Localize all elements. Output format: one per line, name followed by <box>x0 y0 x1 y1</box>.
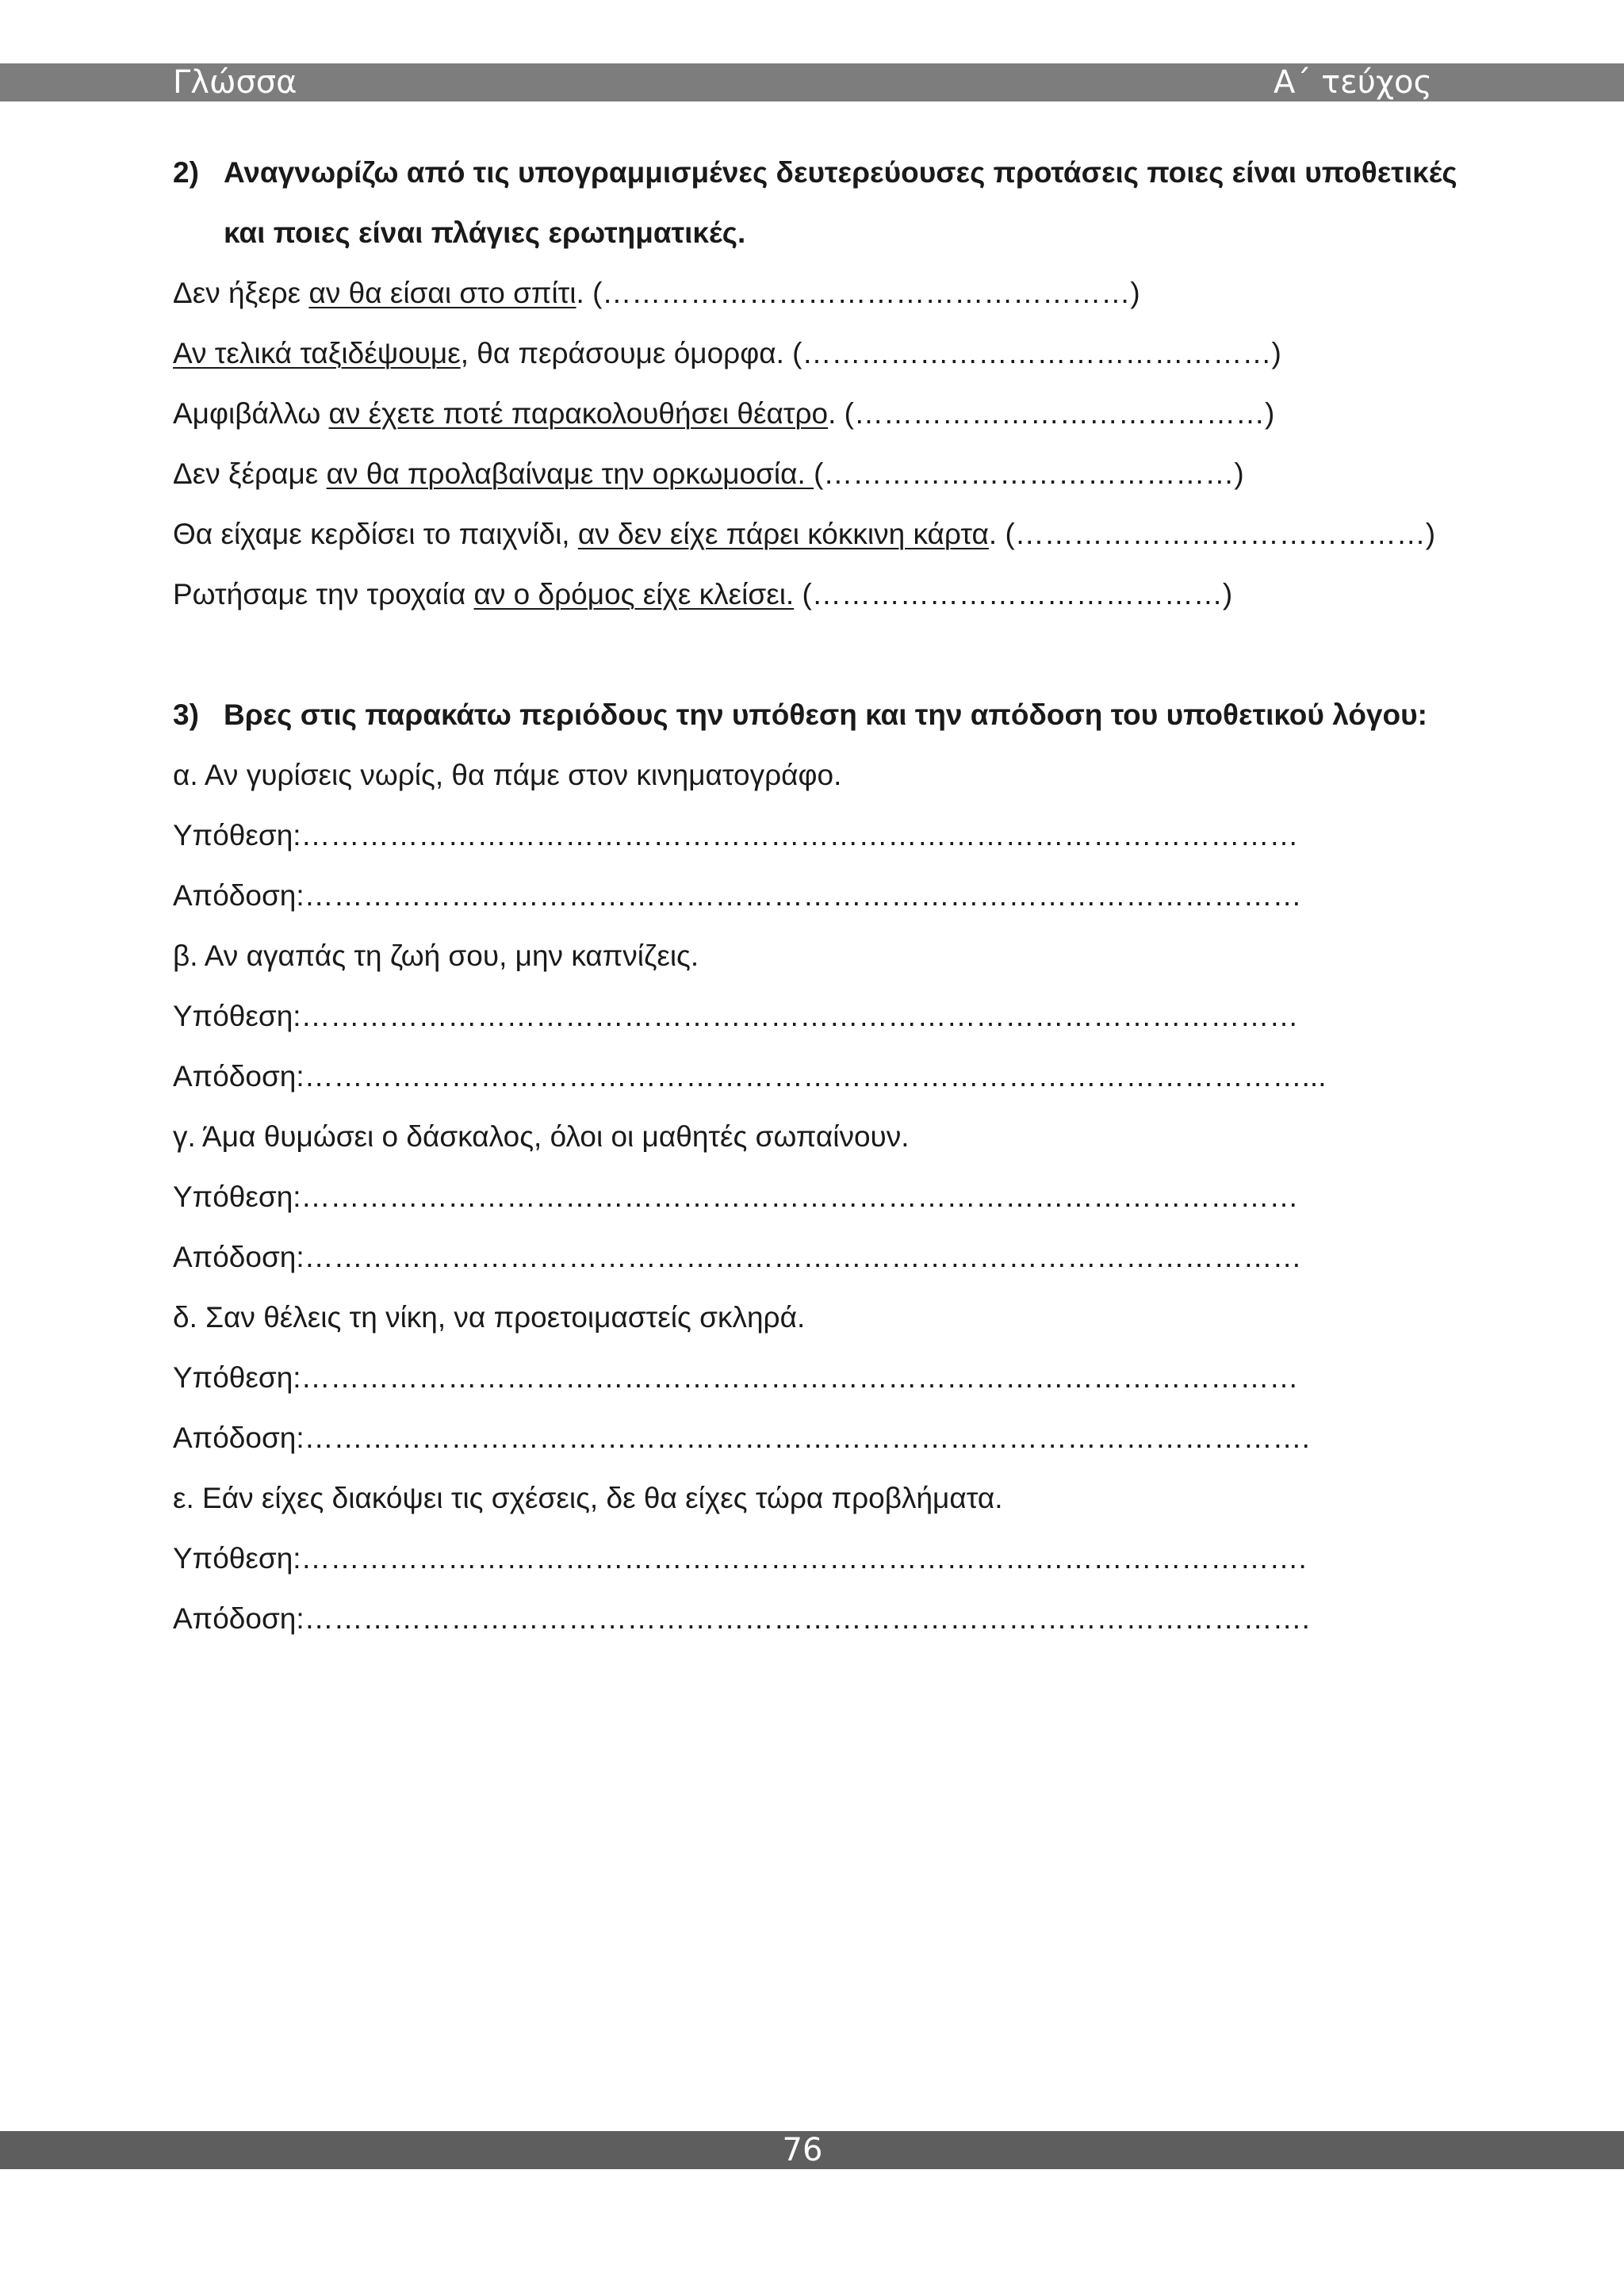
conditional-sentence: δ. Σαν θέλεις τη νίκη, να προετοιμαστείς σκληρά. <box>173 1301 806 1334</box>
page-content <box>173 143 1473 1649</box>
answer-blank: (……………………………………) <box>794 578 1233 610</box>
exercise-2-item <box>173 323 1473 384</box>
conditional-sentence: ε. Εάν είχες διακόψει τις σχέσεις, δε θα είχες τώρα προβλήματα. <box>173 1482 1003 1514</box>
exercise-2-title-line2: και ποιες είναι πλάγιες ερωτηματικές. <box>224 216 746 249</box>
hypothesis-blank: Υπόθεση:………………………………………………………………………………………… <box>173 1361 1299 1394</box>
underlined-clause: αν θα προλαβαίναμε την ορκωμοσία. <box>326 457 814 490</box>
answer-blank: . (……………………………………) <box>988 518 1436 550</box>
answer-blank: . (……………………………………) <box>828 397 1275 430</box>
answer-blank: , θα περάσουμε όμορφα. (…………………………………………) <box>460 337 1281 369</box>
apodosis-blank: Απόδοση:…………………………………………………………………………………………. <box>173 1422 1310 1454</box>
underlined-clause: αν έχετε ποτέ παρακολουθήσει θέατρο <box>328 397 829 430</box>
exercise-2-item <box>173 444 1473 504</box>
answer-blank: (……………………………………) <box>814 457 1244 490</box>
exercise-2-item <box>173 263 1473 323</box>
exercise-2-title-line1: Αναγνωρίζω από τις υπογραμμισμένες δευτερεύουσες προτάσεις ποιες είναι υποθετικές <box>224 156 1457 189</box>
item-text: Ρωτήσαμε την τροχαία <box>173 578 474 610</box>
apodosis-blank: Απόδοση:………………………………………………………………………………………… <box>173 879 1302 912</box>
hypothesis-blank: Υπόθεση:………………………………………………………………………………………… <box>173 1181 1299 1213</box>
exercise-2-item <box>173 384 1473 444</box>
underlined-clause: Αν τελικά ταξιδέψουμε <box>173 337 461 369</box>
item-text: Θα είχαμε κερδίσει το παιχνίδι, <box>173 518 578 550</box>
underlined-clause: αν δεν είχε πάρει κόκκινη κάρτα <box>577 518 989 550</box>
exercise-3-number: 3) <box>173 698 199 731</box>
answer-blank: . (………………………………………………) <box>576 277 1140 309</box>
exercise-3-title: Βρες στις παρακάτω περιόδους την υπόθεση και την απόδοση του υποθετικού λόγου: <box>224 698 1427 731</box>
page-number: 76 <box>782 2132 823 2168</box>
apodosis-blank: Απόδοση:…………………………………………………………………………………………... <box>173 1060 1327 1093</box>
apodosis-blank: Απόδοση:…………………………………………………………………………………………. <box>173 1602 1310 1635</box>
hypothesis-blank: Υπόθεση:………………………………………………………………………………………… <box>173 1000 1299 1032</box>
item-text: Δεν ήξερε <box>173 277 309 309</box>
conditional-sentence: α. Αν γυρίσεις νωρίς, θα πάμε στον κινηματογράφο. <box>173 759 842 791</box>
hypothesis-blank: Υπόθεση:………………………………………………………………………………………… <box>173 819 1299 851</box>
underlined-clause: αν ο δρόμος είχε κλείσει. <box>473 578 795 610</box>
exercise-2-item <box>173 564 1473 625</box>
exercise-3-heading <box>173 685 1473 745</box>
header-issue: Α΄ τεύχος <box>1274 64 1432 101</box>
exercise-2-heading <box>173 143 1473 203</box>
exercise-2-item <box>173 504 1473 564</box>
hypothesis-blank: Υπόθεση:…………………………………………………………………………………………. <box>173 1542 1307 1575</box>
item-text: Αμφιβάλλω <box>173 397 329 430</box>
underlined-clause: αν θα είσαι στο σπίτι <box>308 277 576 309</box>
apodosis-blank: Απόδοση:………………………………………………………………………………………… <box>173 1241 1302 1273</box>
section-spacer <box>173 625 1473 685</box>
item-text: Δεν ξέραμε <box>173 457 327 490</box>
conditional-sentence: β. Αν αγαπάς τη ζωή σου, μην καπνίζεις. <box>173 939 699 972</box>
header-title: Γλώσσα <box>173 64 297 101</box>
conditional-sentence: γ. Άμα θυμώσει ο δάσκαλος, όλοι οι μαθητές σωπαίνουν. <box>173 1120 910 1153</box>
exercise-2-number: 2) <box>173 156 199 189</box>
